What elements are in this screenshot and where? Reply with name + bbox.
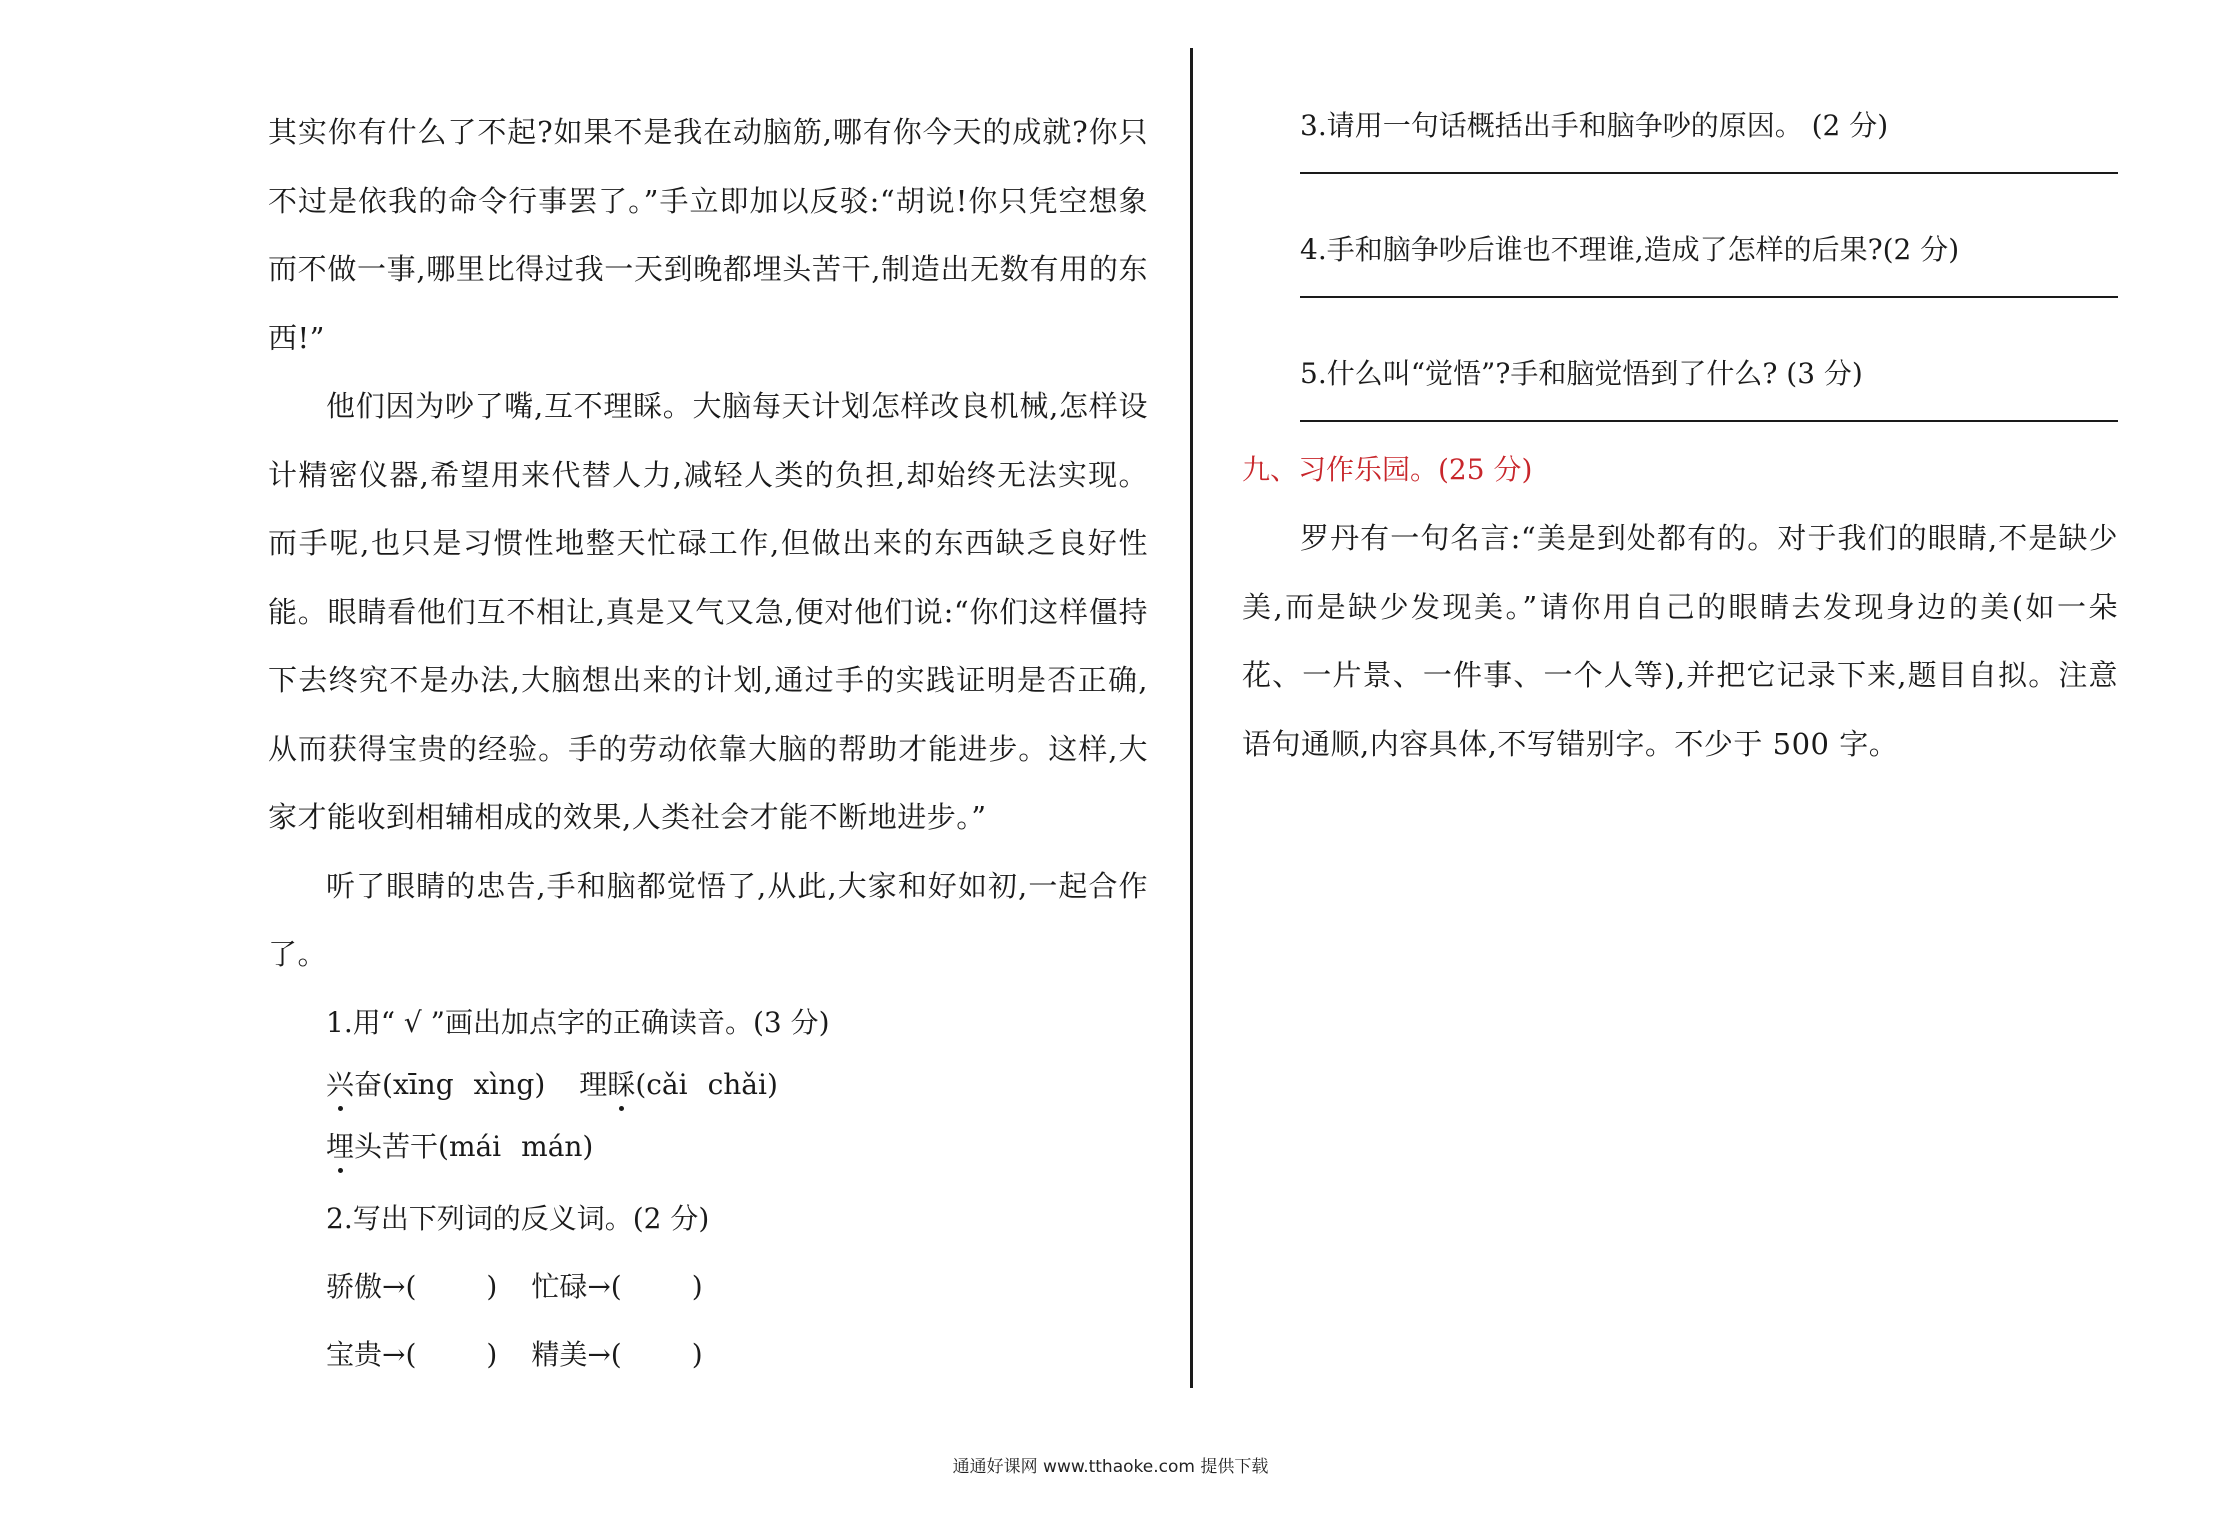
option-text: mán) xyxy=(521,1129,594,1163)
question-3-answer-line[interactable] xyxy=(1300,172,2118,174)
passage-paragraph-2: 他们因为吵了嘴,互不理睬。大脑每天计划怎样改良机械,怎样设计精密仪器,希望用来代替人力,减轻人类的负担,却始终无法实现。而手呢,也只是习惯性地整天忙碌工作,但做出来的东西缺乏良好性能。眼睛看他们互不相让,真是又气又急,便对他们说:“你们这样僵持下去终究不是办法,大脑想出来的计划,通过手的实践证明是否正确,从而获得宝贵的经验。手的劳动依靠大脑的帮助才能进步。这样,大家才能收到相辅相成的效果,人类社会才能不断地进步。” xyxy=(268,389,1148,834)
question-2-row-1 xyxy=(268,1253,1148,1321)
antonym-word: 精美→( xyxy=(531,1337,622,1371)
question-2-title: 2.写出下列词的反义词。(2 分) xyxy=(326,1201,710,1235)
paren-close: ) xyxy=(486,1337,498,1371)
question-4-title: 4.手和脑争吵后谁也不理谁,造成了怎样的后果?(2 分) xyxy=(1300,233,1960,266)
question-1-title: 1.用“ √ ”画出加点字的正确读音。(3 分) xyxy=(326,1005,830,1039)
dotted-char: 埋 xyxy=(326,1129,355,1163)
option-text: chǎi) xyxy=(707,1067,778,1101)
column-divider xyxy=(1190,48,1193,1388)
passage-paragraph-3: 听了眼睛的忠告,手和脑都觉悟了,从此,大家和好如初,一起合作了。 xyxy=(268,868,1148,971)
dotted-char: 睬 xyxy=(607,1067,636,1101)
dotted-char: 兴 xyxy=(326,1067,355,1101)
left-column xyxy=(268,98,1148,1389)
passage-paragraph-1: 其实你有什么了不起?如果不是我在动脑筋,哪有你今天的成就?你只不过是依我的命令行事罢了。”手立即加以反驳:“胡说!你只凭空想象而不做一事,哪里比得过我一天到晚都埋头苦干,制造出无数有用的东西!” xyxy=(268,115,1148,355)
option-text: 奋(xīng xyxy=(354,1067,454,1101)
option-text: (cǎi xyxy=(635,1067,688,1101)
footer-source: 通通好课网 www.tthaoke.com 提供下载 xyxy=(952,1457,1269,1477)
question-4-answer-line[interactable] xyxy=(1300,296,2118,298)
question-5-title: 5.什么叫“觉悟”?手和脑觉悟到了什么? (3 分) xyxy=(1300,357,1863,390)
antonym-word: 骄傲→( xyxy=(326,1269,417,1303)
essay-prompt: 罗丹有一句名言:“美是到处都有的。对于我们的眼睛,不是缺少美,而是缺少发现美。”请你用自己的眼睛去发现身边的美(如一朵花、一片景、一件事、一个人等),并把它记录下来,题目自拟。注意语句通顺,内容具体,不写错别字。不少于 500 字。 xyxy=(1242,521,2118,761)
question-1-options-row-2 xyxy=(268,1113,1148,1181)
paren-close: ) xyxy=(691,1337,703,1371)
question-5-answer-line[interactable] xyxy=(1300,420,2118,422)
paren-close: ) xyxy=(486,1269,498,1303)
option-text: 头苦干(mái xyxy=(354,1129,502,1163)
option-text: xìng) xyxy=(473,1067,546,1101)
antonym-word: 忙碌→( xyxy=(531,1269,622,1303)
antonym-word: 宝贵→( xyxy=(326,1337,417,1371)
section-title-writing: 九、习作乐园。(25 分) xyxy=(1242,453,1533,486)
option-text: 理 xyxy=(579,1067,608,1101)
question-2-row-2 xyxy=(268,1321,1148,1389)
question-1-options-row-1 xyxy=(268,1057,1148,1113)
right-column xyxy=(1242,98,2118,778)
paren-close: ) xyxy=(691,1269,703,1303)
question-3-title: 3.请用一句话概括出手和脑争吵的原因。 (2 分) xyxy=(1300,109,1889,142)
